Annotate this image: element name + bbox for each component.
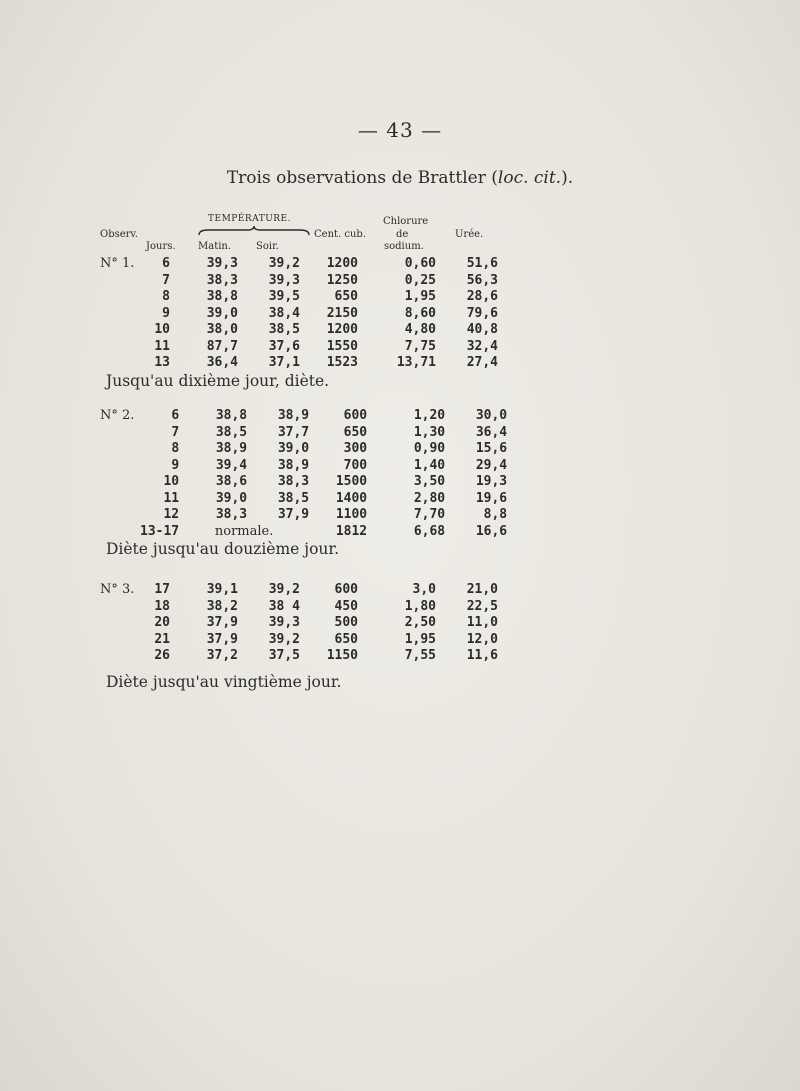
title-suffix: ). — [561, 168, 574, 188]
volume-cell: 600 — [343, 408, 368, 423]
chlorure-cell: 0,90 — [413, 441, 446, 456]
table-row — [100, 355, 498, 372]
day-cell: 10 — [154, 322, 170, 337]
matin-temp-cell: 36,4 — [206, 355, 238, 370]
volume-cell: 1200 — [326, 256, 358, 271]
diet-note-3: Diète jusqu'au vingtième jour. — [106, 673, 342, 691]
header-chlorure-line1: Chlorure — [383, 216, 429, 227]
header-jours: Jours. — [146, 241, 176, 252]
chlorure-cell: 1,40 — [413, 457, 446, 473]
table-row — [100, 339, 498, 356]
volume-cell: 1812 — [335, 523, 368, 539]
chlorure-cell: 3,50 — [413, 474, 446, 489]
observation-label — [100, 507, 140, 524]
day-cell: 9 — [162, 305, 170, 321]
table-row — [100, 322, 498, 339]
day-cell: 7 — [171, 424, 180, 440]
volume-cell: 1100 — [335, 507, 368, 522]
matin-temp-cell: 39,1 — [206, 582, 238, 597]
matin-temp-cell: 38,3 — [206, 272, 238, 288]
table-row — [100, 599, 498, 616]
uree-cell: 79,6 — [466, 305, 498, 321]
uree-cell: 36,4 — [475, 424, 508, 440]
observation-table-2 — [100, 408, 507, 540]
matin-temp-cell: 37,9 — [206, 615, 238, 630]
table-row — [100, 289, 498, 306]
chlorure-cell: 13,71 — [396, 355, 436, 370]
observation-label — [100, 491, 140, 508]
soir-temp-cell: 38,9 — [277, 457, 310, 473]
table-row — [100, 306, 498, 323]
observation-label — [100, 339, 140, 356]
diet-note-2: Diète jusqu'au douzième jour. — [106, 540, 340, 558]
observation-label: N° 2. — [100, 408, 135, 423]
volume-cell: 2150 — [326, 305, 358, 321]
temperature-merged-cell: normale. — [214, 523, 274, 539]
table-row — [100, 648, 498, 665]
chlorure-cell: 1,20 — [413, 408, 446, 423]
chlorure-cell: 8,60 — [404, 305, 436, 321]
observation-label — [100, 441, 140, 458]
header-cent-cub: Cent. cub. — [314, 229, 367, 240]
matin-temp-cell: 38,2 — [206, 598, 238, 614]
chlorure-cell: 7,55 — [404, 648, 436, 663]
header-observ: Observ. — [100, 229, 139, 240]
day-cell: 21 — [154, 631, 170, 647]
volume-cell: 1200 — [326, 322, 358, 337]
soir-temp-cell: 39,3 — [268, 272, 300, 288]
matin-temp-cell: 37,2 — [206, 648, 238, 663]
volume-cell: 1150 — [326, 648, 358, 663]
day-cell: 13 — [154, 355, 170, 370]
page-number: — 43 — — [357, 118, 443, 142]
matin-temp-cell: 38,8 — [206, 289, 238, 304]
soir-temp-cell: 38,9 — [277, 408, 310, 423]
volume-cell: 1523 — [326, 355, 358, 370]
day-cell: 6 — [171, 408, 180, 423]
table-row — [100, 441, 507, 458]
table-row — [100, 491, 507, 508]
day-cell: 12 — [163, 507, 180, 522]
observation-label — [100, 474, 140, 491]
chlorure-cell: 1,80 — [404, 598, 436, 614]
observation-label — [100, 273, 140, 290]
day-cell: 8 — [162, 289, 170, 304]
matin-temp-cell: 38,8 — [215, 408, 248, 423]
page-title — [0, 168, 800, 188]
table-row — [100, 615, 498, 632]
uree-cell: 29,4 — [475, 457, 508, 473]
uree-cell: 30,0 — [475, 408, 508, 423]
soir-temp-cell: 38 4 — [268, 598, 300, 614]
chlorure-cell: 0,60 — [404, 256, 436, 271]
title-prefix: Trois observations de Brattler ( — [226, 168, 498, 188]
volume-cell: 500 — [334, 615, 358, 630]
uree-cell: 56,3 — [466, 272, 498, 288]
chlorure-cell: 1,30 — [413, 424, 446, 440]
header-chlorure-line3: sodium. — [384, 241, 424, 252]
observation-label — [100, 615, 140, 632]
day-cell: 20 — [154, 615, 170, 630]
chlorure-cell: 7,75 — [404, 338, 436, 354]
observation-label — [100, 322, 140, 339]
uree-cell: 11,0 — [466, 615, 498, 630]
observation-label — [100, 632, 140, 649]
soir-temp-cell: 39,2 — [268, 256, 300, 271]
table-row — [100, 524, 507, 541]
table-row — [100, 425, 507, 442]
uree-cell: 27,4 — [466, 355, 498, 370]
uree-cell: 19,3 — [475, 474, 508, 489]
volume-cell: 1250 — [326, 272, 358, 288]
uree-cell: 32,4 — [466, 338, 498, 354]
chlorure-cell: 4,80 — [404, 322, 436, 337]
volume-cell: 600 — [334, 582, 358, 597]
day-cell: 26 — [154, 648, 170, 663]
day-cell: 11 — [163, 490, 180, 506]
chlorure-cell: 6,68 — [413, 523, 446, 539]
matin-temp-cell: 39,0 — [215, 490, 248, 506]
uree-cell: 51,6 — [466, 256, 498, 271]
matin-temp-cell: 38,5 — [215, 424, 248, 440]
volume-cell: 1500 — [335, 474, 368, 489]
day-cell: 17 — [154, 582, 170, 597]
table-row — [100, 458, 507, 475]
table-row — [100, 273, 498, 290]
matin-temp-cell: 39,4 — [215, 457, 248, 473]
uree-cell: 16,6 — [475, 523, 508, 539]
soir-temp-cell: 39,3 — [268, 615, 300, 630]
uree-cell: 8,8 — [483, 507, 508, 522]
temperature-brace — [198, 226, 310, 236]
soir-temp-cell: 37,7 — [277, 424, 310, 440]
chlorure-cell: 1,95 — [404, 631, 436, 647]
soir-temp-cell: 37,6 — [268, 338, 300, 354]
soir-temp-cell: 37,5 — [268, 648, 300, 663]
soir-temp-cell: 38,4 — [268, 305, 300, 321]
matin-temp-cell: 38,3 — [215, 507, 248, 522]
table-row — [100, 474, 507, 491]
uree-cell: 12,0 — [466, 631, 498, 647]
day-cell: 8 — [171, 441, 180, 456]
observation-label — [100, 289, 140, 306]
observation-label — [100, 599, 140, 616]
diet-note-1: Jusqu'au dixième jour, diète. — [106, 372, 330, 390]
volume-cell: 300 — [343, 441, 368, 456]
observation-table-1 — [100, 256, 498, 372]
observation-label — [100, 648, 140, 665]
table-row — [100, 256, 498, 273]
table-row — [100, 582, 498, 599]
observation-label — [100, 306, 140, 323]
volume-cell: 650 — [334, 289, 358, 304]
chlorure-cell: 0,25 — [404, 272, 436, 288]
day-cell: 10 — [163, 474, 180, 489]
uree-cell: 21,0 — [466, 582, 498, 597]
soir-temp-cell: 37,1 — [268, 355, 300, 370]
volume-cell: 700 — [343, 457, 368, 473]
soir-temp-cell: 39,2 — [268, 582, 300, 597]
day-cell: 18 — [154, 598, 170, 614]
header-temperature: TEMPÉRATURE. — [208, 214, 291, 224]
uree-cell: 28,6 — [466, 289, 498, 304]
observation-label — [100, 524, 140, 541]
chlorure-cell: 3,0 — [412, 582, 436, 597]
observation-label — [100, 425, 140, 442]
day-cell: 11 — [154, 338, 170, 354]
matin-temp-cell: 87,7 — [206, 338, 238, 354]
soir-temp-cell: 39,2 — [268, 631, 300, 647]
volume-cell: 1550 — [326, 338, 358, 354]
table-row — [100, 408, 507, 425]
soir-temp-cell: 38,5 — [268, 322, 300, 337]
matin-temp-cell: 39,0 — [206, 305, 238, 321]
volume-cell: 650 — [343, 424, 368, 440]
observation-label: N° 3. — [100, 582, 135, 597]
soir-temp-cell: 37,9 — [277, 507, 310, 522]
day-cell: 6 — [162, 256, 170, 271]
table-row — [100, 632, 498, 649]
day-cell: 9 — [171, 457, 180, 473]
chlorure-cell: 2,50 — [404, 615, 436, 630]
observation-label — [100, 355, 140, 372]
matin-temp-cell: 38,0 — [206, 322, 238, 337]
chlorure-cell: 2,80 — [413, 490, 446, 506]
table-row — [100, 507, 507, 524]
header-chlorure-line2: de — [396, 229, 409, 240]
title-reference: loc. cit. — [497, 168, 562, 188]
uree-cell: 19,6 — [475, 490, 508, 506]
observation-table-3 — [100, 582, 498, 665]
soir-temp-cell: 39,0 — [277, 441, 310, 456]
matin-temp-cell: 37,9 — [206, 631, 238, 647]
matin-temp-cell: 38,6 — [215, 474, 248, 489]
header-matin: Matin. — [198, 241, 232, 252]
uree-cell: 40,8 — [466, 322, 498, 337]
soir-temp-cell: 38,5 — [277, 490, 310, 506]
uree-cell: 15,6 — [475, 441, 508, 456]
volume-cell: 650 — [334, 631, 358, 647]
matin-temp-cell: 39,3 — [206, 256, 238, 271]
chlorure-cell: 1,95 — [404, 289, 436, 304]
header-uree: Urée. — [455, 229, 484, 240]
volume-cell: 1400 — [335, 490, 368, 506]
soir-temp-cell: 39,5 — [268, 289, 300, 304]
day-cell: 13-17 — [140, 523, 180, 539]
soir-temp-cell: 38,3 — [277, 474, 310, 489]
observation-label: N° 1. — [100, 256, 135, 271]
uree-cell: 22,5 — [466, 598, 498, 614]
volume-cell: 450 — [334, 598, 358, 614]
header-soir: Soir. — [256, 241, 279, 252]
matin-temp-cell: 38,9 — [215, 441, 248, 456]
observation-label — [100, 458, 140, 475]
chlorure-cell: 7,70 — [413, 507, 446, 522]
day-cell: 7 — [162, 272, 170, 288]
uree-cell: 11,6 — [466, 648, 498, 663]
